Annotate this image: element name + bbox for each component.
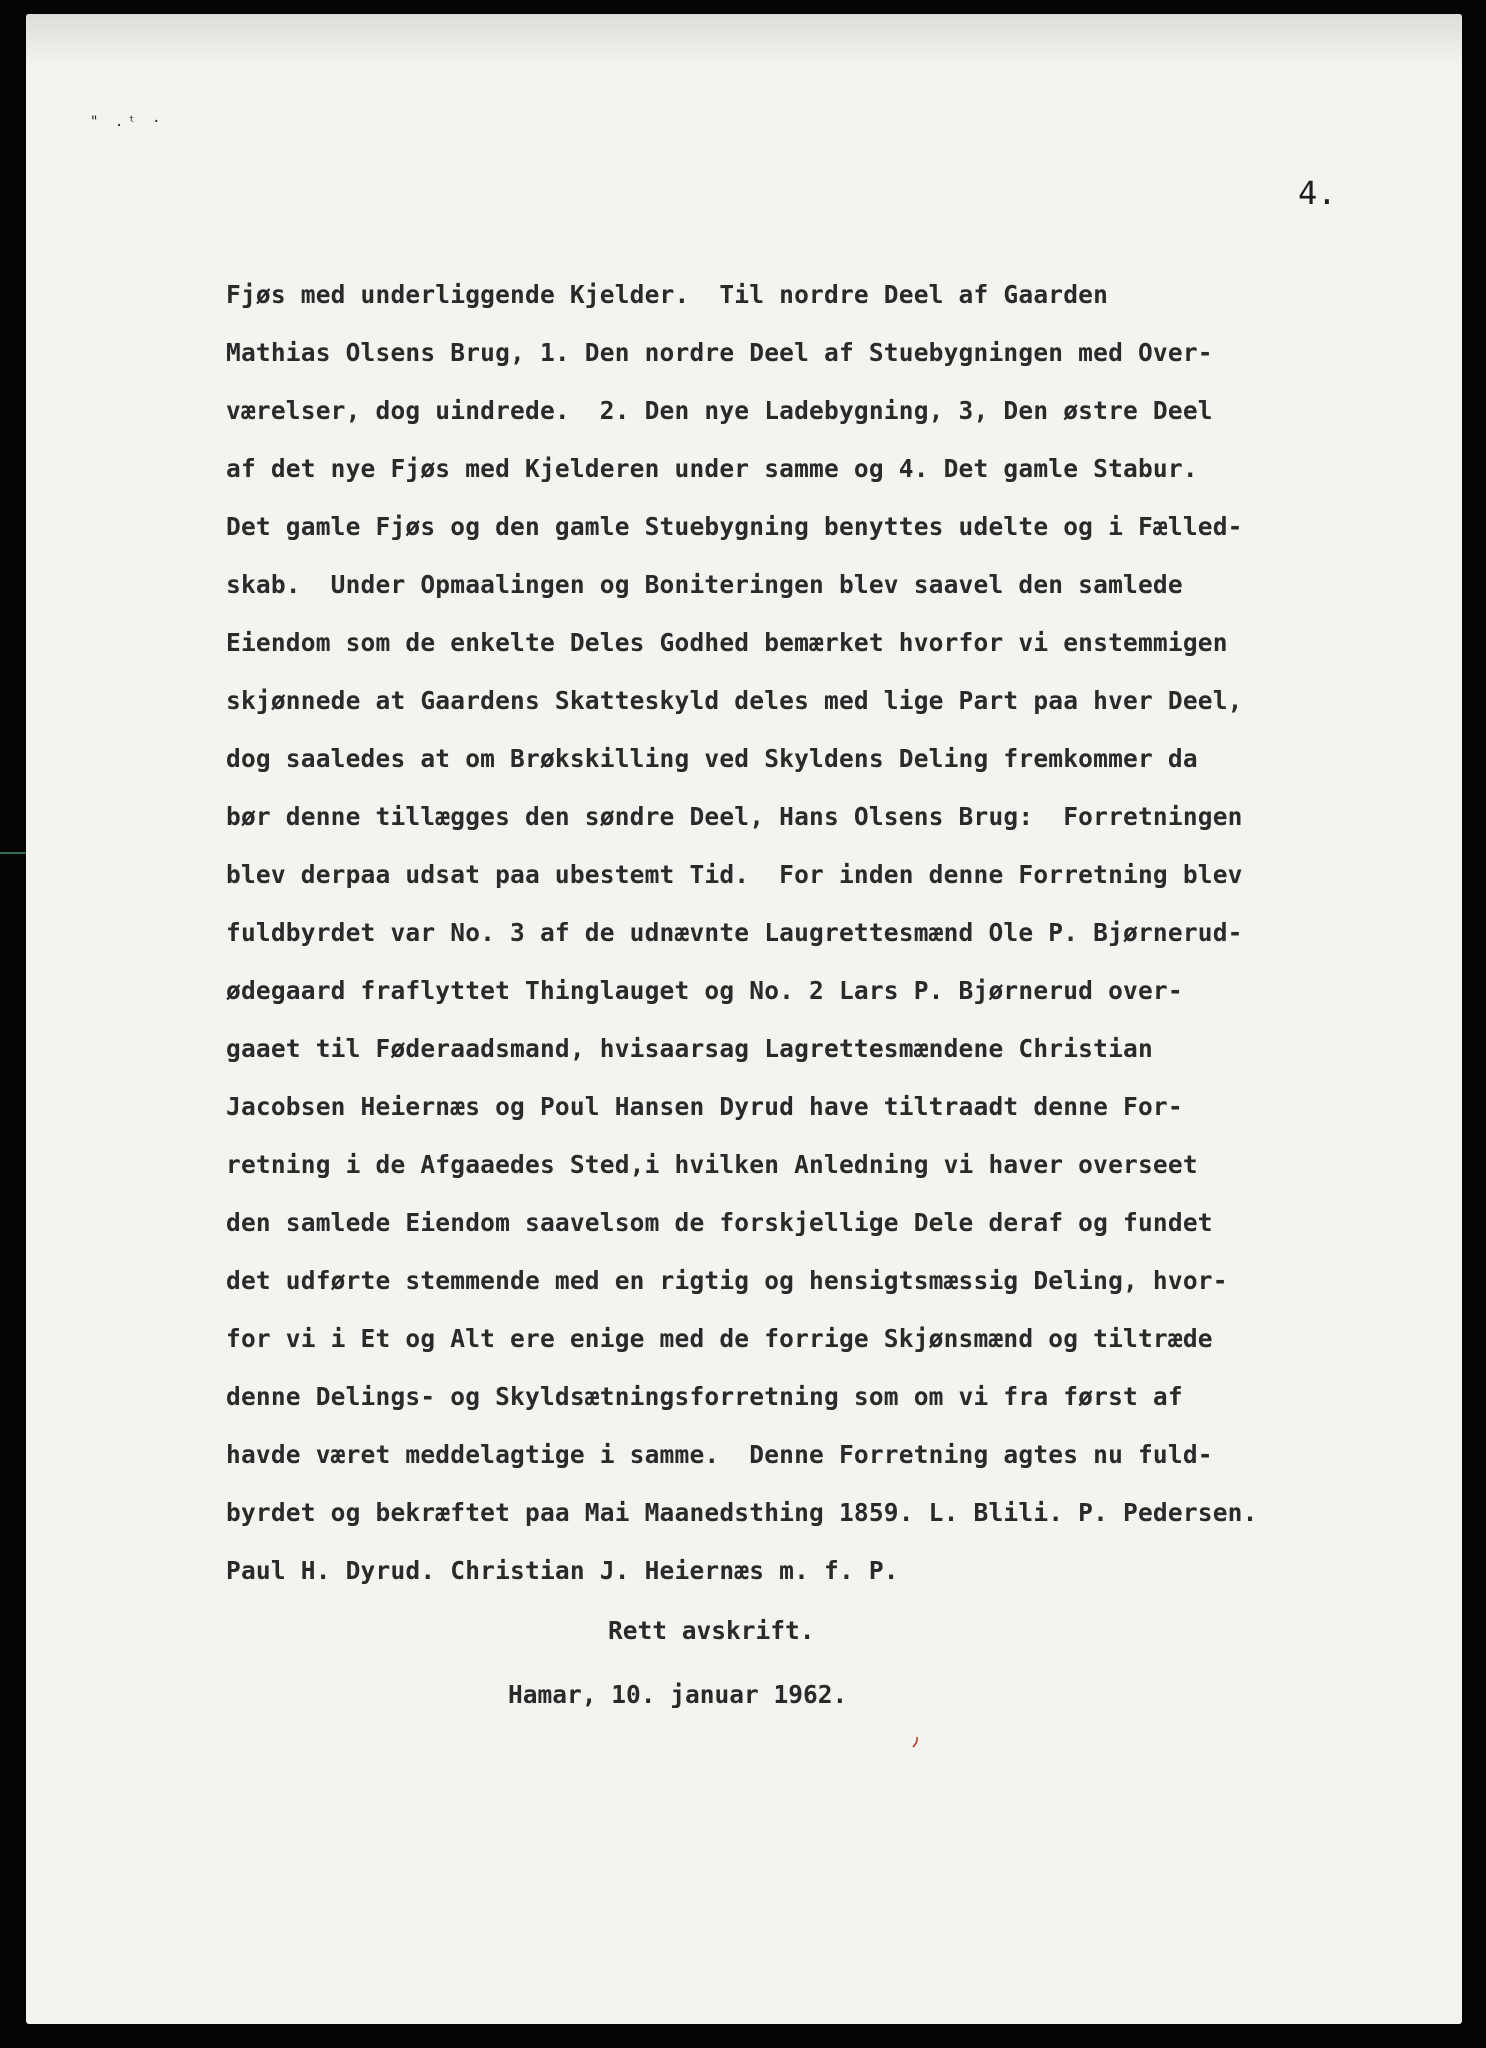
text-line: Fjøs med underliggende Kjelder. Til nordre Deel af Gaarden [226,280,1109,309]
text-line: Det gamle Fjøs og den gamle Stuebygning benyttes udelte og i Fælled- [226,512,1243,541]
attestation: Rett avskrift. [608,1616,815,1645]
body-text [226,266,1456,1600]
edge-marker [0,852,26,854]
text-line: gaaet til Føderaadsmand, hvisaarsag Lagrettesmændene Christian [226,1034,1153,1063]
text-line: blev derpaa udsat paa ubestemt Tid. For inden denne Forretning blev [226,860,1243,889]
ink-mark-icon [910,1736,920,1748]
document-page [26,14,1462,2024]
text-line: Jacobsen Heiernæs og Poul Hansen Dyrud have tiltraadt denne For- [226,1092,1183,1121]
text-line: værelser, dog uindrede. 2. Den nye Ladebygning, 3, Den østre Deel [226,396,1213,425]
text-line: det udførte stemmende med en rigtig og hensigtsmæssig Deling, hvor- [226,1266,1228,1295]
text-line: havde været meddelagtige i samme. Denne Forretning agtes nu fuld- [226,1440,1213,1469]
text-line: byrdet og bekræftet paa Mai Maanedsthing 1859. L. Blili. P. Pedersen. [226,1498,1258,1527]
page-number: 4. [1298,174,1337,212]
text-line: retning i de Afgaaedes Sted,i hvilken Anledning vi haver overseet [226,1150,1198,1179]
text-line: skjønnede at Gaardens Skatteskyld deles med lige Part paa hver Deel, [226,686,1243,715]
text-line: skab. Under Opmaalingen og Boniteringen blev saavel den samlede [226,570,1183,599]
text-line: Paul H. Dyrud. Christian J. Heiernæs m. f. P. [226,1556,899,1585]
text-line: dog saaledes at om Brøkskilling ved Skyldens Deling fremkommer da [226,744,1198,773]
text-line: Mathias Olsens Brug, 1. Den nordre Deel af Stuebygningen med Over- [226,338,1213,367]
text-line: for vi i Et og Alt ere enige med de forrige Skjønsmænd og tiltræde [226,1324,1213,1353]
place-date: Hamar, 10. januar 1962. [508,1680,848,1709]
text-line: denne Delings- og Skyldsætningsforretning som om vi fra først af [226,1382,1183,1411]
text-line: Eiendom som de enkelte Deles Godhed bemærket hvorfor vi enstemmigen [226,628,1228,657]
text-line: fuldbyrdet var No. 3 af de udnævnte Laugrettesmænd Ole P. Bjørnerud- [226,918,1243,947]
text-line: ødegaard fraflyttet Thinglauget og No. 2 Lars P. Bjørnerud over- [226,976,1183,1005]
text-line: af det nye Fjøs med Kjelderen under samme og 4. Det gamle Stabur. [226,454,1198,483]
text-line: den samlede Eiendom saavelsom de forskjellige Dele deraf og fundet [226,1208,1213,1237]
corner-marks: " .ᵗ · [90,114,165,130]
text-line: bør denne tillægges den søndre Deel, Hans Olsens Brug: Forretningen [226,802,1243,831]
